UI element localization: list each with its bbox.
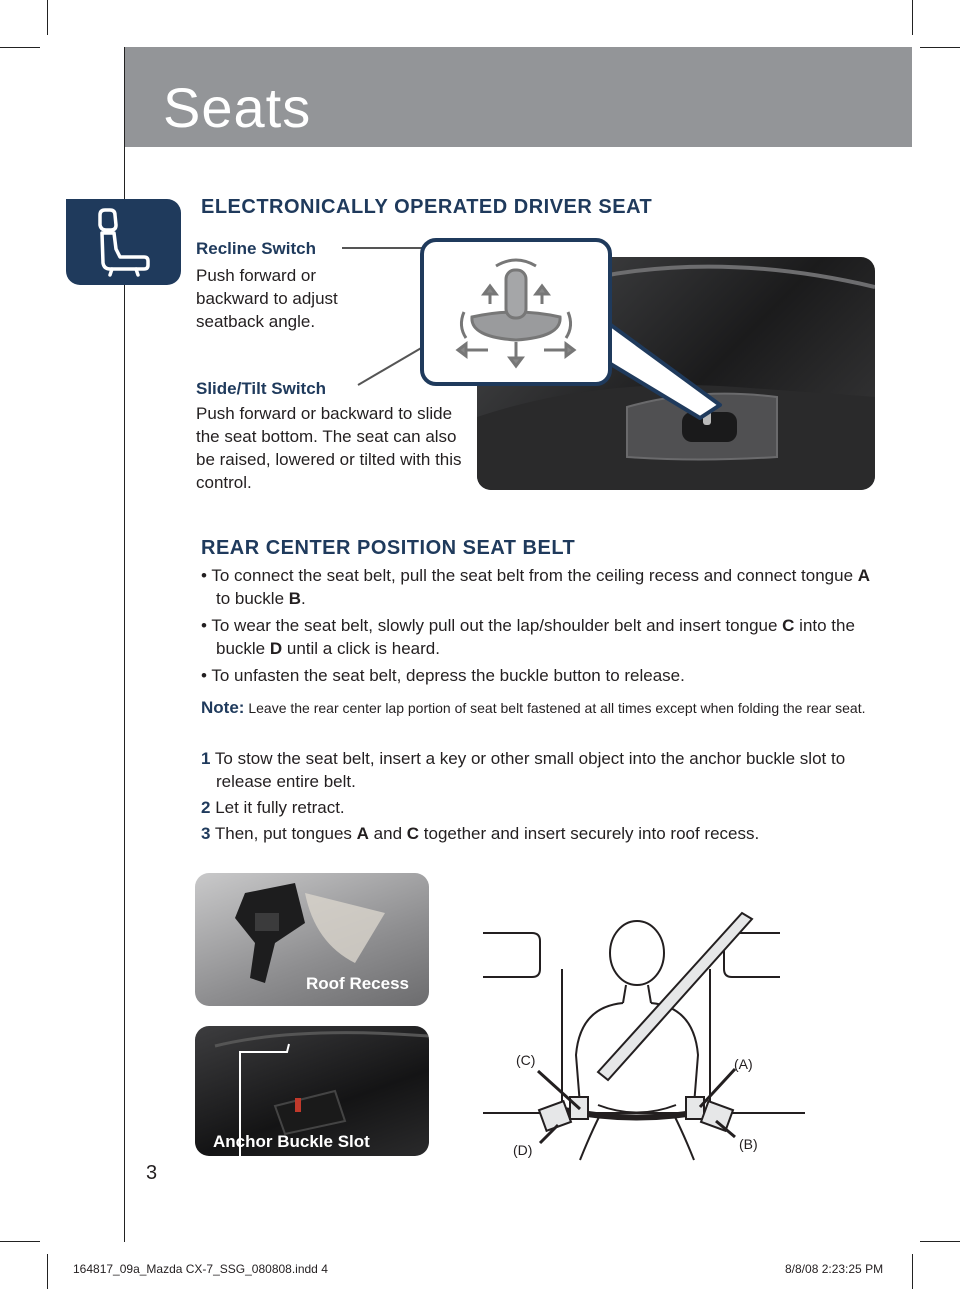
section-title-driver-seat: ELECTRONICALLY OPERATED DRIVER SEAT	[201, 196, 653, 218]
footer-file-name: 164817_09a_Mazda CX-7_SSG_080808.indd 4	[73, 1262, 328, 1276]
diagram-label-d: (D)	[513, 1142, 533, 1158]
list-item: • To connect the seat belt, pull the seat belt from the ceiling recess and connect tongue A to buckle B.	[201, 566, 871, 608]
crop-mark	[920, 47, 960, 48]
section-title-rear-belt: REAR CENTER POSITION SEAT BELT	[201, 537, 576, 559]
roof-recess-caption: Roof Recess	[306, 974, 409, 993]
switch-detail-inset	[420, 238, 612, 386]
page-title: Seats	[163, 76, 312, 139]
crop-mark	[912, 0, 913, 35]
crop-mark	[47, 0, 48, 35]
crop-mark	[0, 47, 40, 48]
seat-belt-diagram	[480, 905, 820, 1165]
instruction-bullets	[201, 564, 871, 691]
seat-section-tab	[66, 199, 181, 285]
note-label: Note:	[201, 698, 245, 717]
slide-tilt-switch-text: Push forward or backward to slide the seat bottom. The seat can also be raised, lowered or tilted with this control.	[196, 404, 462, 492]
anchor-buckle-caption: Anchor Buckle Slot	[213, 1132, 370, 1151]
list-item: 3 Then, put tongues A and C together and insert securely into roof recess.	[201, 824, 760, 843]
crop-mark	[912, 1254, 913, 1289]
recline-switch-text: Push forward or backward to adjust seatback angle.	[196, 266, 338, 331]
footer-timestamp: 8/8/08 2:23:25 PM	[785, 1262, 884, 1276]
list-item: • To unfasten the seat belt, depress the buckle button to release.	[201, 666, 685, 685]
seat-switch-diagram	[424, 242, 608, 382]
diagram-label-a: (A)	[734, 1056, 753, 1072]
list-item: 2 Let it fully retract.	[201, 798, 345, 817]
anchor-buckle-photo	[195, 1026, 429, 1156]
crop-mark	[920, 1241, 960, 1242]
diagram-label-b: (B)	[739, 1136, 758, 1152]
crop-mark	[0, 1241, 40, 1242]
roof-recess-photo	[195, 873, 429, 1006]
list-item: 1 To stow the seat belt, insert a key or other small object into the anchor buckle slot to release entire belt.	[201, 749, 846, 791]
page-header	[125, 47, 912, 147]
list-item: • To wear the seat belt, slowly pull out the lap/shoulder belt and insert tongue C into the buckle D until a click is heard.	[201, 616, 855, 658]
crop-mark	[47, 1254, 48, 1289]
page-number: 3	[146, 1162, 158, 1184]
note-paragraph: Note: Leave the rear center lap portion of seat belt fastened at all times except when folding the rear seat.	[201, 698, 866, 717]
diagram-label-c: (C)	[516, 1052, 536, 1068]
recline-switch-label: Recline Switch	[196, 239, 316, 258]
seat-icon	[66, 199, 181, 285]
stow-steps	[201, 747, 871, 848]
slide-tilt-switch-label: Slide/Tilt Switch	[196, 379, 327, 398]
